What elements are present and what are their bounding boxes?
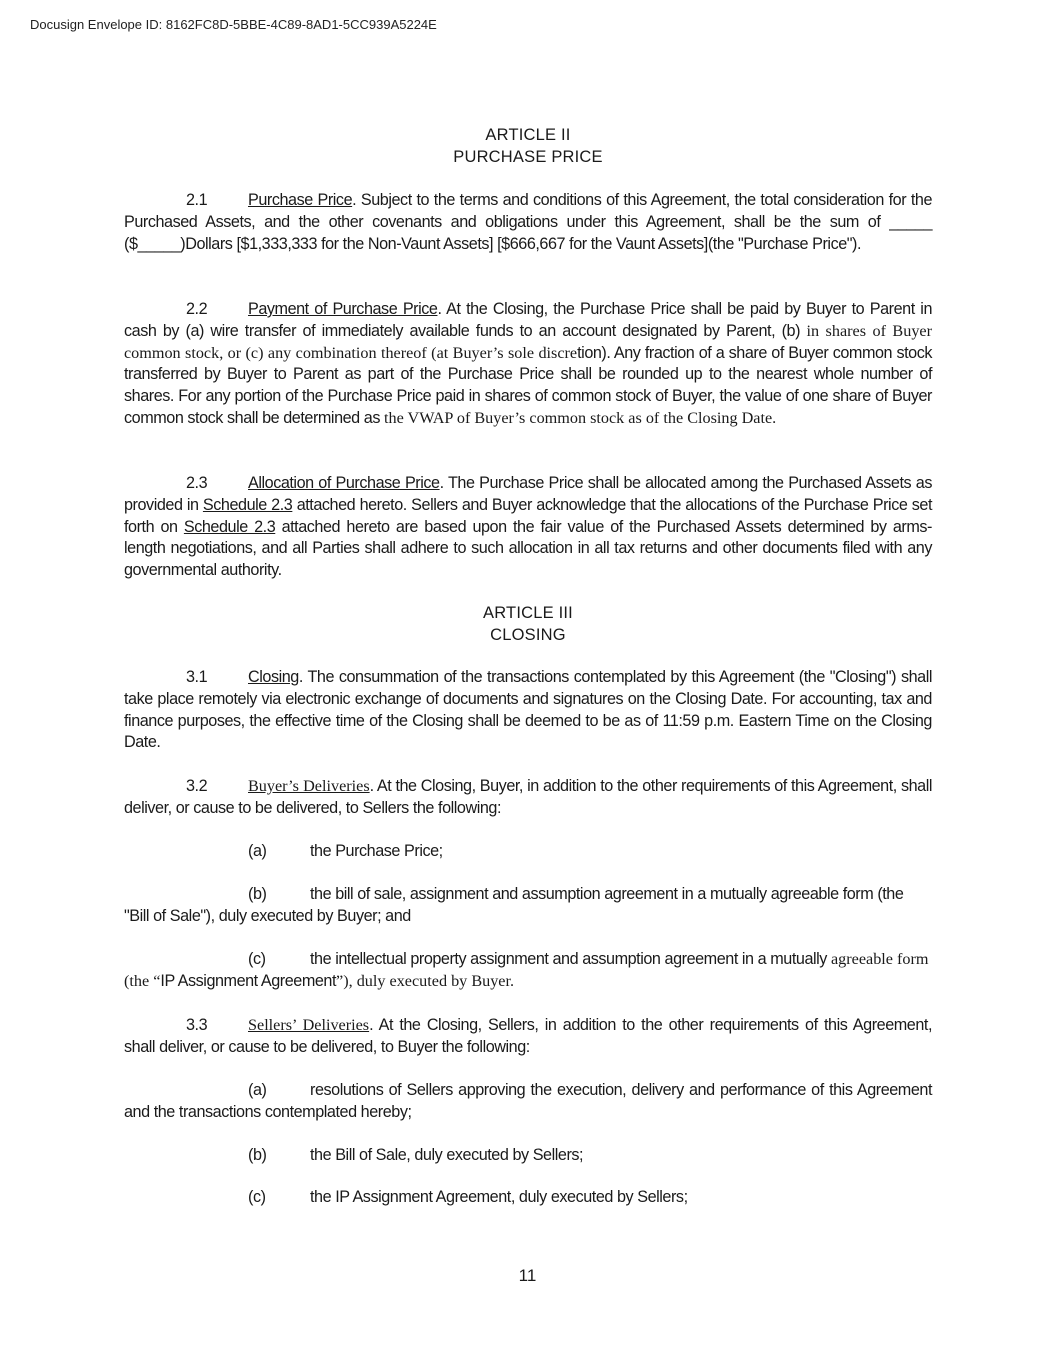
section-number: 3.3 — [186, 1016, 208, 1034]
article-3-heading — [124, 602, 932, 646]
item-text-serif: agreeable form (the “ — [124, 950, 929, 990]
section-heading: Purchase Price — [248, 191, 353, 209]
page-number: 11 — [518, 1266, 537, 1285]
section-heading: Payment of Purchase Price — [248, 300, 438, 318]
section-2-2 — [124, 299, 932, 430]
section-heading: Allocation of Purchase Price — [248, 474, 440, 492]
section-number: 3.2 — [186, 777, 208, 795]
section-text: attached hereto. Sellers and Buyer acknowledge that the allocations of the Purchase Price set forth on — [124, 495, 932, 536]
item-label: (a) — [248, 842, 267, 860]
section-number: 2.2 — [186, 300, 208, 318]
section-heading: Buyer’s Deliveries — [248, 777, 370, 795]
article-3-title: ARTICLE III — [483, 604, 573, 622]
item-text: resolutions of Sellers approving the execution, delivery and performance of this Agreement and the transactions contemplated hereby; — [124, 1081, 932, 1121]
section-text: . At the Closing, Sellers, in addition to the other requirements of this Agreement, shall deliver, or cause to be delivered, to Buyer the following: — [124, 1016, 932, 1056]
section-heading: Sellers’ Deliveries — [248, 1016, 370, 1034]
section-text: tion). Any fraction of a share of Buyer common stock transferred by Buyer to Parent as part of the Purchase Price shall be rounded up to the nearest whole number of shares. For any portion of the Purchase Price paid in shares of common stock of Buyer, the value of one share of Buyer common stock shall be determined as — [124, 343, 933, 427]
item-text: the Bill of Sale, duly executed by Sellers; — [310, 1146, 584, 1164]
section-number: 2.3 — [186, 474, 208, 492]
item-text: the IP Assignment Agreement, duly executed by Sellers; — [310, 1188, 688, 1206]
section-3-3-item-a — [124, 1080, 932, 1124]
section-text: . The Purchase Price shall be allocated among the Purchased Assets as provided in — [124, 474, 932, 514]
item-label: (b) — [248, 1146, 267, 1164]
section-text-serif: in shares of Buyer common stock, or (c) any combination thereof (at Buyer’s sole discre — [124, 321, 932, 362]
section-2-1 — [124, 190, 932, 255]
item-label: (b) — [248, 885, 267, 903]
section-3-2 — [124, 776, 932, 820]
item-label: (c) — [248, 1188, 266, 1206]
section-number: 2.1 — [186, 191, 208, 209]
article-2-subtitle: PURCHASE PRICE — [453, 148, 603, 166]
section-3-2-item-b — [124, 884, 932, 928]
item-label: (c) — [248, 950, 266, 968]
item-text: the Purchase Price; — [310, 842, 443, 860]
article-2-heading — [124, 124, 932, 168]
schedule-2-3-reference: Schedule 2.3 — [183, 517, 276, 536]
item-text-serif: ”), duly executed by Buyer. — [336, 971, 515, 990]
section-3-3-item-b — [124, 1145, 932, 1167]
section-3-3 — [124, 1015, 932, 1059]
item-label: (a) — [248, 1081, 267, 1099]
section-3-1 — [124, 667, 932, 754]
section-text: . Subject to the terms and conditions of this Agreement, the total consideration for the Purchased Assets, and the other covenants and obligations under this Agreement, shall be the sum of _____ ($_____)Dollars [$1,333,333 for the Non-Vaunt Assets] [$666,667 for the Vaunt Assets](the "Purchase Price"). — [124, 191, 932, 253]
article-2-title: ARTICLE II — [485, 126, 571, 144]
item-text: the intellectual property assignment and assumption agreement in a mutually — [310, 950, 831, 968]
article-3-subtitle: CLOSING — [490, 626, 566, 644]
item-text: the bill of sale, assignment and assumption agreement in a mutually agreeable form (the "Bill of Sale"), duly executed by Buyer; and — [124, 885, 904, 925]
section-text-serif: the VWAP of Buyer’s common stock as of the Closing Date. — [384, 408, 777, 427]
section-heading: Closing — [248, 668, 299, 686]
section-number: 3.1 — [186, 668, 208, 686]
section-text: . The consummation of the transactions contemplated by this Agreement (the "Closing") shall take place remotely via electronic exchange of documents and signatures on the Closing Date. For accounting, tax and finance purposes, the effective time of the Closing shall be deemed to be as of 11:59 p.m. Eastern Time on the Closing Date. — [124, 668, 932, 752]
item-text: IP Assignment Agreement — [160, 971, 337, 990]
section-text: . At the Closing, Buyer, in addition to the other requirements of this Agreement, shall deliver, or cause to be delivered, to Sellers the following: — [124, 777, 932, 817]
section-2-3 — [124, 473, 932, 582]
section-3-2-item-c — [124, 949, 932, 993]
schedule-2-3-reference: Schedule 2.3 — [202, 495, 293, 514]
section-3-3-item-c — [124, 1187, 932, 1209]
section-3-2-item-a — [124, 841, 932, 863]
section-text: attached hereto are based upon the fair value of the Purchased Assets determined by arms-length negotiations, and all Parties shall adhere to such allocation in all tax returns and other documents filed with any governmental authority. — [124, 517, 932, 580]
docusign-envelope-id: Docusign Envelope ID: 8162FC8D-5BBE-4C89-8AD1-5CC939A5224E — [30, 17, 437, 32]
section-text: . At the Closing, the Purchase Price shall be paid by Buyer to Parent in cash by (a) wire transfer of immediately available funds to an account designated by Parent, (b) — [124, 300, 933, 340]
